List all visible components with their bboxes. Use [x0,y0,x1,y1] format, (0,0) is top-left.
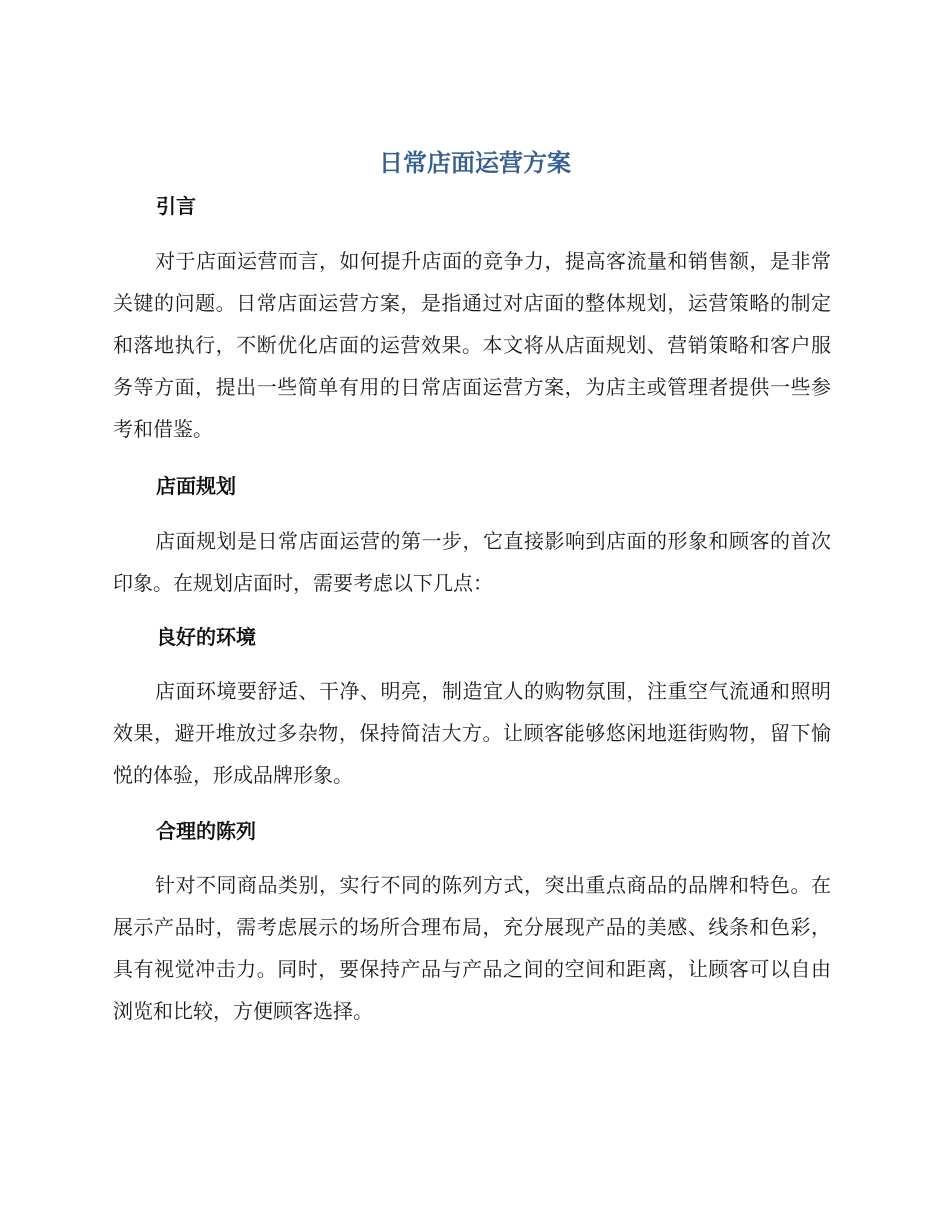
section-paragraph-store-planning: 店面规划是日常店面运营的第一步，它直接影响到店面的形象和顾客的首次印象。在规划店面时，需要考虑以下几点： [113,529,831,595]
section-heading-intro: 引言 [156,194,196,218]
section-paragraph-display: 针对不同商品类别，实行不同的陈列方式，突出重点商品的品牌和特色。在展示产品时，需考虑展示的场所合理布局，充分展现产品的美感、线条和色彩，具有视觉冲击力。同时，要保持产品与产品之间的空间和距离，让顾客可以自由浏览和比较，方便顾客选择。 [113,873,831,1023]
section-heading-store-planning: 店面规划 [156,474,236,498]
section-heading-display: 合理的陈列 [156,819,256,843]
section-paragraph-intro: 对于店面运营而言，如何提升店面的竞争力，提高客流量和销售额，是非常关键的问题。日常店面运营方案，是指通过对店面的整体规划，运营策略的制定和落地执行，不断优化店面的运营效果。本文将从店面规划、营销策略和客户服务等方面，提出一些简单有用的日常店面运营方案，为店主或管理者提供一些参考和借鉴。 [113,249,831,441]
section-heading-environment: 良好的环境 [156,625,256,649]
section-paragraph-environment: 店面环境要舒适、干净、明亮，制造宜人的购物氛围，注重空气流通和照明效果，避开堆放过多杂物，保持简洁大方。让顾客能够悠闲地逛街购物，留下愉悦的体验，形成品牌形象。 [113,679,831,787]
document-title: 日常店面运营方案 [379,149,571,177]
